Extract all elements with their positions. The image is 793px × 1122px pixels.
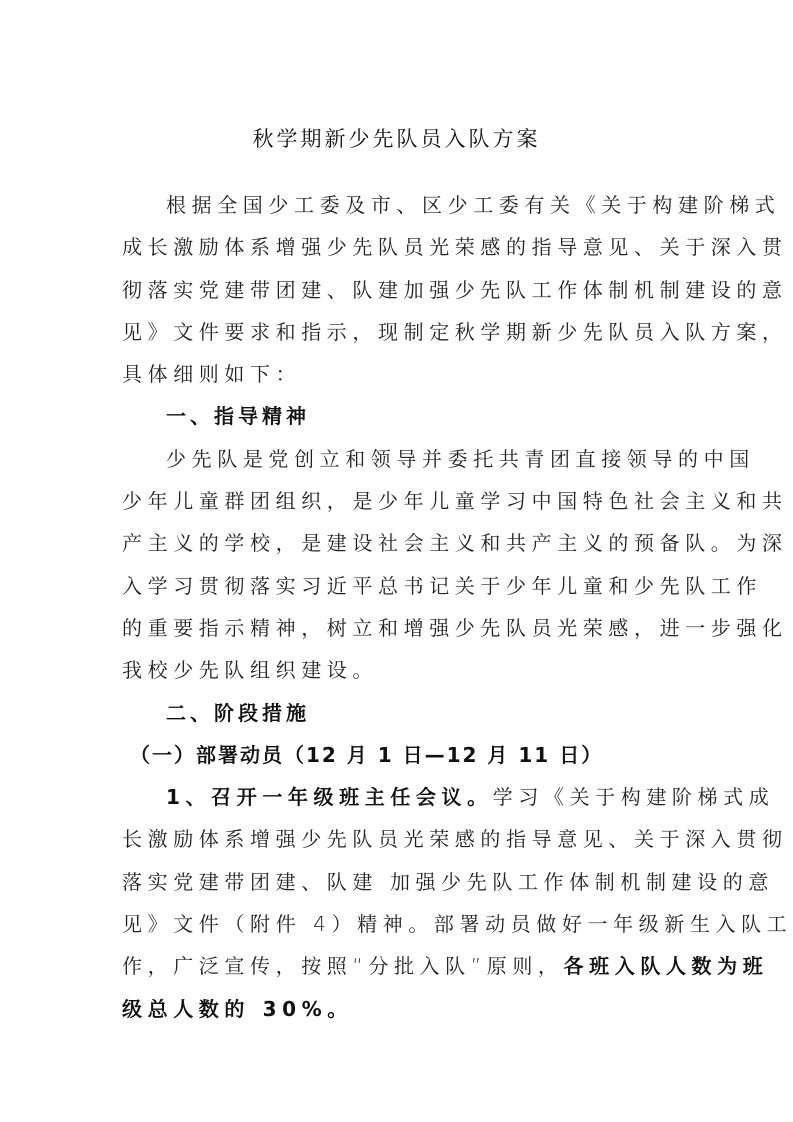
section1-heading: 一、指导精神 [166,404,310,429]
item1-line-6: 级总人数的 30%。 [122,996,353,1021]
item1-line-1 [122,776,775,818]
intro-line-5: 具体细则如下： [122,362,302,387]
item1-line-2: 长激励体系增强少先队员光荣感的指导意见、关于深入贯彻 [122,827,788,852]
intro-line-3: 彻落实党建带团建、队建加强少先队工作体制机制建设的意 [122,277,788,302]
section1-line-2: 少年儿童群团组织，是少年儿童学习中国特色社会主义和共 [122,489,788,514]
section2-subheading: （一）部署动员（12 月 1 日—12 月 11 日） [130,742,604,767]
item1-line5-bold: 各班入队人数为班 [563,954,769,979]
item1-line1-rest: 学习《关于构建阶梯式成 [492,785,775,810]
section1-line-5: 的重要指示精神，树立和增强少先队员光荣感，进一步强化 [122,615,788,640]
item1-line-5 [122,945,769,987]
item1-lead: 1、召开一年级班主任会议。 [166,785,493,810]
intro-line-2: 成长激励体系增强少先队员光荣感的指导意见、关于深入贯 [122,235,788,260]
section1-line-3: 产主义的学校，是建设社会主义和共产主义的预备队。为深 [122,531,788,556]
section1-line-1: 少先队是党创立和领导并委托共青团直接领导的中国 [166,446,755,471]
item1-line-3: 落实党建带团建、队建 加强少先队工作体制机制建设的意 [122,869,774,894]
item1-line-4: 见》文件（附件 4）精神。部署动员做好一年级新生入队工 [122,912,793,937]
intro-line-4: 见》文件要求和指示，现制定秋学期新少先队员入队方案， [122,319,788,344]
document-title: 秋学期新少先队员入队方案 [252,127,541,151]
document-body [122,184,793,1030]
section1-line-6: 我校少先队组织建设。 [122,658,378,683]
section1-line-4: 入学习贯彻落实习近平总书记关于少年儿童和少先队工作 [122,573,762,598]
intro-line-1: 根据全国少工委及市、区少工委有关《关于构建阶梯式 [166,193,781,217]
section2-heading: 二、阶段措施 [166,700,310,725]
item1-line5-normal: 作，广泛宣传，按照“分批入队”原则， [122,954,564,979]
